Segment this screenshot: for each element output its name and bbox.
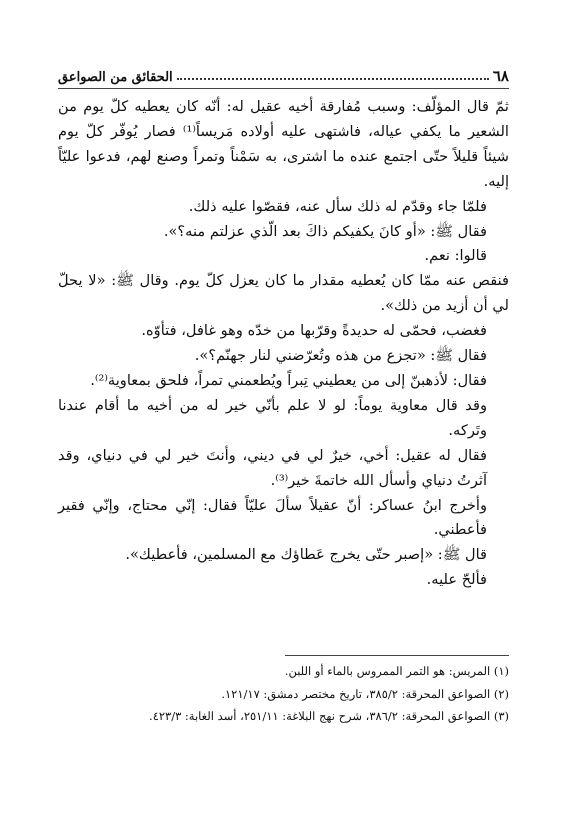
paragraph: ثمّ قال المؤلّف: وسبب مُفارقة أخيه عقيل له: أنّه كان يعطيه كلّ يوم من الشعير ما يكفي عياله، فاشتهى عليه أولاده مَريساً⁽¹⁾ فصار يُوفّر كلّ يوم شيئاً قليلاً حتّى اجتمع عنده ما اشترى، به سَمْناً وتمراً وصنع لهم، فدعوا عليّاً إليه.: [58, 98, 509, 190]
page-header: [58, 63, 509, 85]
paragraph: قال ﷺ: «إصبر حتّى يخرج عَطاؤك مع المسلمين، فأعطيك».: [125, 546, 487, 564]
footnote: (٣) الصواعق المحرقة: ٣٨٦/٢، شرح نهج البلاغة: ٢٥١/١١، أسد الغابة: ٤٢٣/٣.: [149, 709, 509, 723]
header-rule: [58, 88, 509, 89]
paragraph: فألحّ عليه.: [426, 571, 487, 589]
paragraph: فقال ﷺ: «تجزع من هذه وتُعرّضني لنار جهنّم؟».: [194, 347, 487, 365]
paragraph: وأخرج ابنُ عساكر: أنّ عقيلاً سألَ عليّاً فقال: إنّي محتاج، وإنّي فقير فأعطني.: [58, 496, 487, 539]
footnotes: [58, 660, 509, 728]
page-number: ٦٨: [492, 67, 509, 85]
paragraph: فقال ﷺ: «أو كانَ يكفيكم ذاكَ بعد الّذي عزلتم منه؟».: [163, 222, 487, 240]
main-text: [58, 95, 509, 593]
footnote: (٢) الصواعق المحرقة: ٣٨٥/٢، تاريخ مختصر دمشق: ١٢١/١٧.: [221, 686, 509, 701]
paragraph: فنقص عنه ممّا كان يُعطيه مقدار ما كان يعزل كلّ يوم. وقال ﷺ: «لا يحلّ لي أن أزيد من ذلك».: [58, 272, 509, 315]
footnote-rule: [285, 655, 509, 656]
paragraph: فقال له عقيل: أخي، خيرٌ لي في ديني، وأنتَ خير لي في دنياي، وقد آثرتُ دنياي وأسأل الله خاتمةَ خير⁽³⁾.: [58, 446, 487, 489]
paragraph: قالوا: نعم.: [424, 247, 487, 265]
header-dot-leader: [177, 78, 489, 80]
paragraph: فقال: لأذهبنّ إلى من يعطيني تِبراً ويُطعمني تمراً، فلحق بمعاوية⁽²⁾.: [90, 371, 487, 389]
footnote: (١) المريس: هو التمر الممروس بالماء أو اللبن.: [284, 664, 509, 678]
paragraph: وقد قال معاوية يوماً: لو لا علم بأنّي خير له من أخيه ما أقام عندنا وتَركه.: [58, 396, 487, 439]
paragraph: فغضب، فحمّى له حديدةً وقرّبها من خدّه وهو غافل، فتأوّه.: [141, 322, 487, 340]
paragraph: فلمّا جاء وقدّم له ذلك سأل عنه، فقصّوا عليه ذلك.: [188, 197, 487, 215]
running-title: الحقائق من الصواعق: [58, 70, 173, 85]
